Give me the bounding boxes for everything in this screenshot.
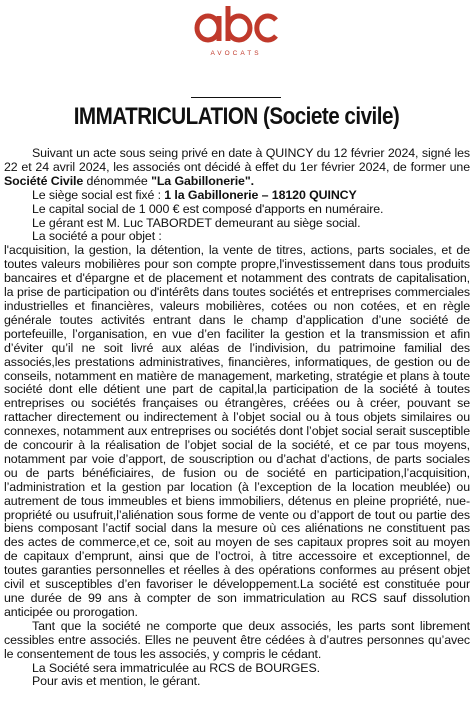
paragraph-object: l'acquisition, la gestion, la détention, la vente de titres, actions, parts sociales, et de toutes valeurs mobilières pour son compte propre,l'investissement dans tous produits bancaires et d'épargne et de placement et notamment des contrats de capitalisation, la prise de participation ou d'intérêts dans toutes sociétés et entreprises commerciales industrielles et financières, valeurs mobilières, cotées ou non cotées, et en règle générale toutes activités entrant dans le champ d’application d’une société de portefeuille, l’organisation, en vue d’en faciliter la gestion et la transmission et afin d’éviter qu’il ne soit livré aux aléas de l’indivision, du patrimoine familial des associés,les prestations administratives, financières, informatiques, de gestion ou de conseils, notamment en matière de management, marketing, stratégie et plans à toute société dont elle détient une part de capital,la participation de la société à toutes entreprises ou sociétés françaises ou étrangères, créées ou à créer, pouvant se rattacher directement ou indirectement à l’objet social ou à tous objets similaires ou connexes, notamment aux entreprises ou sociétés dont l’objet social serait susceptible de concourir à la réalisation de l’objet social de la société, et ce par tous moyens, notamment par voie d’apport, de souscription ou d’achat d’actions, de parts sociales ou de parts bénéficiaires, de fusion ou de société en participation,l’acquisition, l’administration et la gestion par location (à l’exception de la location meublée) ou autrement de tous immeubles et biens immobiliers, détenus en pleine propriété, nue-propriété ou usufruit,l’aliénation sous forme de vente ou d’apport de tout ou partie des biens composant l’actif social dans la mesure où ces aliénations ne constituent pas des actes de commerce,et ce, soit au moyen de ses capitaux propres soit au moyen de capitaux d’emprunt, ainsi que de l’octroi, à titre accessoire et exceptionnel, de toutes garanties personnelles et réelles à des opérations conformes au présent objet civil et susceptibles d’en favoriser le développement.La société est constituée pour une durée de 99 ans à compter de son immatriculation au RCS sauf dissolution anticipée ou prorogation.	[4, 243, 470, 619]
notice-body	[4, 147, 470, 689]
paragraph-capital: Le capital social de 1 000 € est composé d'apports en numéraire.	[32, 201, 384, 216]
company-form: Société Civile	[4, 173, 84, 188]
logo-subtitle: AVOCATS	[210, 50, 262, 57]
paragraph-signature: Pour avis et mention, le gérant.	[32, 674, 201, 689]
company-name: "La Gabillonerie".	[151, 173, 254, 188]
paragraph-registration: La Société sera immatriculée au RCS de BOURGES.	[32, 660, 320, 675]
seat-label: Le siège social est fixé :	[32, 187, 165, 202]
abc-logo-mark	[186, 4, 286, 50]
act-text-2: dénommée	[83, 173, 152, 188]
title-rule	[191, 97, 281, 98]
paragraph-seat	[4, 189, 470, 203]
act-text: Suivant un acte sous seing privé en date à QUINCY du 12 février 2024, signé les 22 et 24 avril 2024, les associés ont décidé à effet du 1er février 2024, de former une	[4, 146, 470, 174]
paragraph-object-label: La société a pour objet :	[32, 229, 162, 244]
paragraph-act	[4, 147, 470, 189]
logo	[186, 4, 286, 56]
paragraph-transfer: Tant que la société ne comporte que deux associés, les parts sont librement cessibles entre associés. Elles ne peuvent être cédées à d’autres personnes qu’avec le consentement de tous les associés, y compris le cédant.	[4, 618, 470, 661]
paragraph-manager: Le gérant est M. Luc TABORDET demeurant au siège social.	[32, 215, 361, 230]
seat-address: 1 la Gabillonerie – 18120 QUINCY	[164, 187, 357, 202]
page-title: IMMATRICULATION (Societe civile)	[73, 103, 400, 130]
